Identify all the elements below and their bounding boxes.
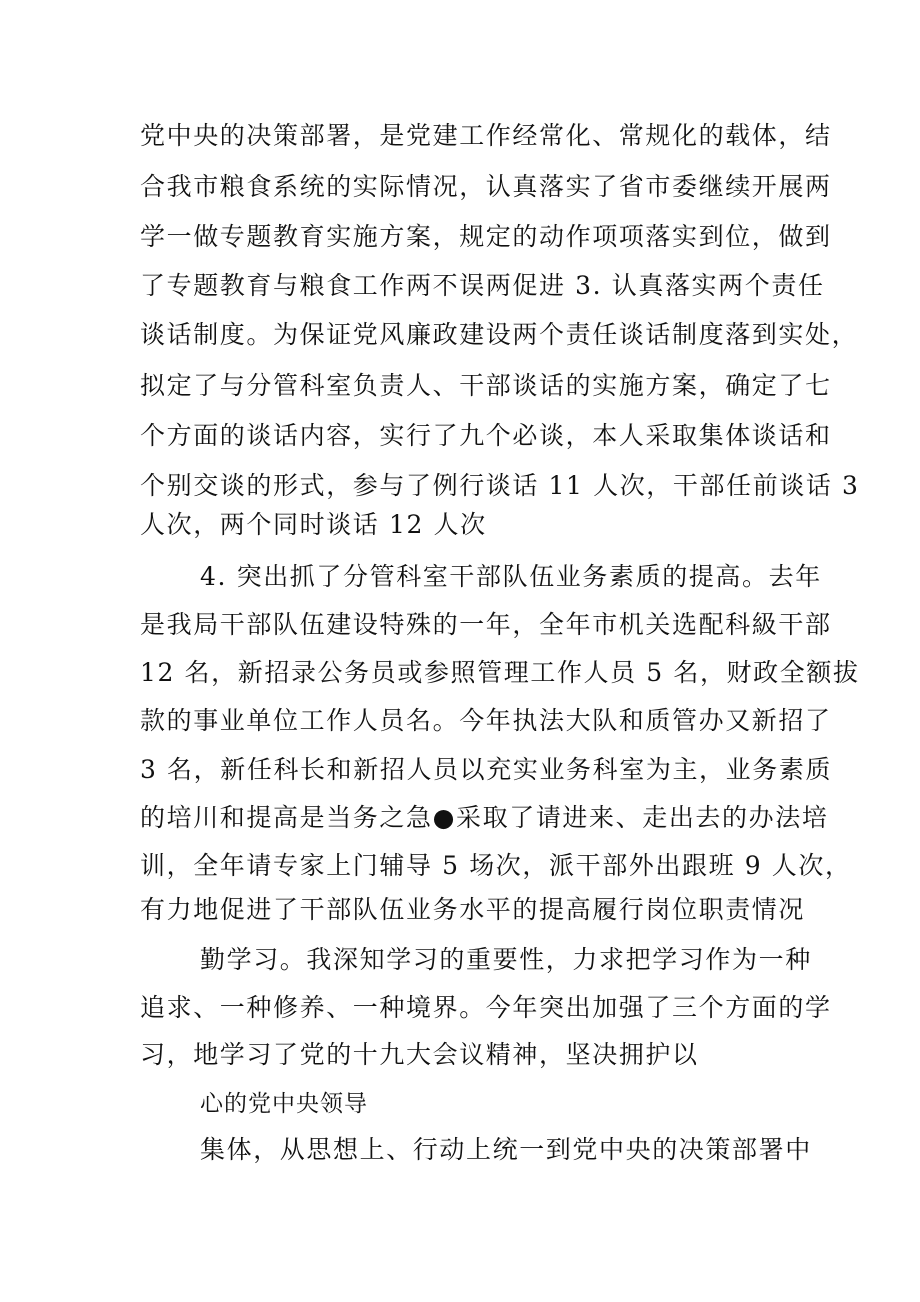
text-line: 4. 突出抓了分管科室干部队伍业务素质的提高。去年: [200, 562, 822, 591]
text-line: 的培川和提高是当务之急●采取了请进来、走出去的办法培: [140, 803, 829, 832]
text-line: 拟定了与分管科室负责人、干部谈话的实施方案，确定了七: [140, 371, 832, 400]
text-line: 集体，从思想上、行动上统一到党中央的决策部署中: [200, 1135, 812, 1164]
text-line: 个方面的谈话内容，实行了九个必谈，本人采取集体谈话和: [140, 421, 832, 450]
text-line: 心的党中央领导: [200, 1091, 368, 1117]
text-line: 训，全年请专家上门辅导 5 场次，派干部外出跟班 9 人次，: [140, 851, 852, 880]
text-line: 学一做专题教育实施方案，规定的动作项项落实到位，做到: [140, 222, 832, 251]
text-line: 勤学习。我深知学习的重要性，力求把学习作为一种: [200, 945, 812, 974]
text-line: 谈话制度。为保证党风廉政建设两个责任谈话制度落到实处，: [140, 320, 859, 349]
text-line: 习，地学习了党的十九大会议精神，坚决拥护以: [140, 1040, 699, 1069]
text-line: 个别交谈的形式，参与了例行谈话 11 人次，干部任前谈话 3: [140, 471, 860, 500]
text-line: 合我市粮食系统的实际情况，认真落实了省市委继续开展两: [140, 172, 832, 201]
text-line: 是我局干部队伍建设特殊的一年，全年市机关选配科級干部: [140, 610, 832, 639]
text-line: 有力地促进了干部队伍业务水平的提高履行岗位职责情况: [140, 895, 806, 924]
text-line: 了专题教育与粮食工作两不误两促进 3. 认真落实两个责任: [140, 271, 825, 300]
text-line: 追求、一种修养、一种境界。今年突出加强了三个方面的学: [140, 993, 832, 1022]
text-line: 党中央的决策部署，是党建工作经常化、常规化的载体，结: [140, 121, 832, 150]
text-line: 人次，两个同时谈话 12 人次: [140, 510, 487, 539]
text-line: 3 名，新任科长和新招人员以充实业务科室为主，业务素质: [140, 755, 833, 784]
text-line: 款的事业单位工作人员名。今年执法大队和质管办又新招了: [140, 706, 832, 735]
text-line: 12 名，新招录公务员或参照管理工作人员 5 名，财政全额拔: [140, 658, 860, 687]
